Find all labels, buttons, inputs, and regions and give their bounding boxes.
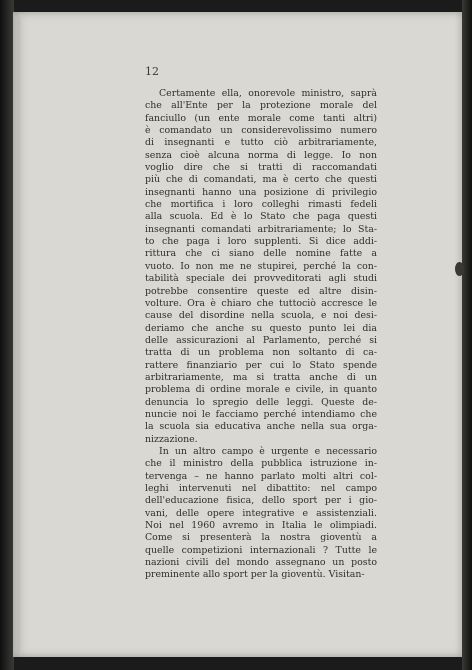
text-line: senza cioè alcuna norma di legge. Io non — [145, 149, 377, 161]
text-line: volture. Ora è chiaro che tuttociò accresce le — [145, 297, 377, 309]
text-line: Come si presenterà la nostra gioventù a — [145, 532, 377, 544]
text-line: deriamo che anche su questo punto lei dia — [145, 322, 377, 334]
text-line: leghi intervenuti nel dibattito: nel campo — [145, 483, 377, 494]
text-line: Certamente ella, onorevole ministro, saprà — [159, 88, 377, 99]
text-line: la scuola sia educativa anche nella sua orga- — [145, 421, 377, 433]
book-right-edge — [462, 0, 472, 670]
text-line: delle assicurazioni al Parlamento, perché si — [145, 334, 377, 346]
page-stain — [455, 262, 464, 276]
text-line: In un altro campo è urgente e necessario — [159, 445, 377, 457]
text-line: voglio dire che si tratti di raccomandati — [145, 162, 377, 174]
book-spine — [0, 0, 14, 670]
text-line: che il ministro della pubblica istruzione in- — [145, 458, 377, 470]
text-line: problema di ordine morale e civile, in quanto — [145, 384, 377, 396]
text-line: cause del disordine nella scuola, e noi desi- — [145, 310, 377, 322]
text-line: alla scuola. Ed è lo Stato che paga questi — [145, 211, 377, 223]
text-line: più che di comandati, ma è certo che questi — [145, 174, 377, 186]
body-text — [145, 88, 377, 582]
text-line: nuncie noi le facciamo perché intendiamo che — [145, 408, 377, 420]
page-number: 12 — [145, 65, 159, 78]
text-line: denuncia lo spregio delle leggi. Queste de- — [145, 396, 377, 408]
text-line: to che paga i loro supplenti. Si dice addi- — [145, 236, 377, 248]
text-line: insegnanti comandati arbitrariamente; lo Sta- — [145, 223, 377, 235]
text-line: di insegnanti e tutto ciò arbitrariamente, — [145, 137, 377, 149]
page-inner-edge — [18, 14, 22, 654]
text-line: è comandato un considerevolissimo numero — [145, 125, 377, 137]
text-line: vuoto. Io non me ne stupirei, perché la con- — [145, 260, 377, 272]
text-line: tabilità speciale dei provveditorati agli studi — [145, 273, 377, 285]
text-line: Noi nel 1960 avremo in Italia le olimpiadi. — [145, 520, 377, 532]
text-line: quelle competizioni internazionali ? Tutte le — [145, 544, 377, 556]
text-line: fanciullo (un ente morale come tanti altri) — [145, 112, 377, 124]
text-line: che all'Ente per la protezione morale del — [145, 100, 377, 112]
text-line: rittura che ci siano delle nomine fatte a — [145, 248, 377, 260]
text-line: che mortifica i loro colleghi rimasti fedeli — [145, 199, 377, 211]
text-line: insegnanti hanno una posizione di privilegio — [145, 186, 377, 198]
text-line: vani, delle opere integrative e assistenziali. — [145, 507, 377, 519]
text-line: potrebbe consentire queste ed altre disin- — [145, 285, 377, 297]
text-line: arbitrariamente, ma si tratta anche di un — [145, 371, 377, 383]
text-line: nazioni civili del mondo assegnano un posto — [145, 557, 377, 569]
text-line: preminente allo sport per la gioventù. Visitan- — [145, 569, 365, 581]
text-line: dell'educazione fisica, dello sport per i gio- — [145, 495, 377, 507]
text-line: nizzazione. — [145, 433, 198, 445]
text-line: rattere finanziario per cui lo Stato spende — [145, 359, 377, 371]
text-line: tervenga – ne hanno parlato molti altri col- — [145, 470, 377, 482]
text-line: tratta di un problema non soltanto di ca- — [145, 347, 377, 359]
